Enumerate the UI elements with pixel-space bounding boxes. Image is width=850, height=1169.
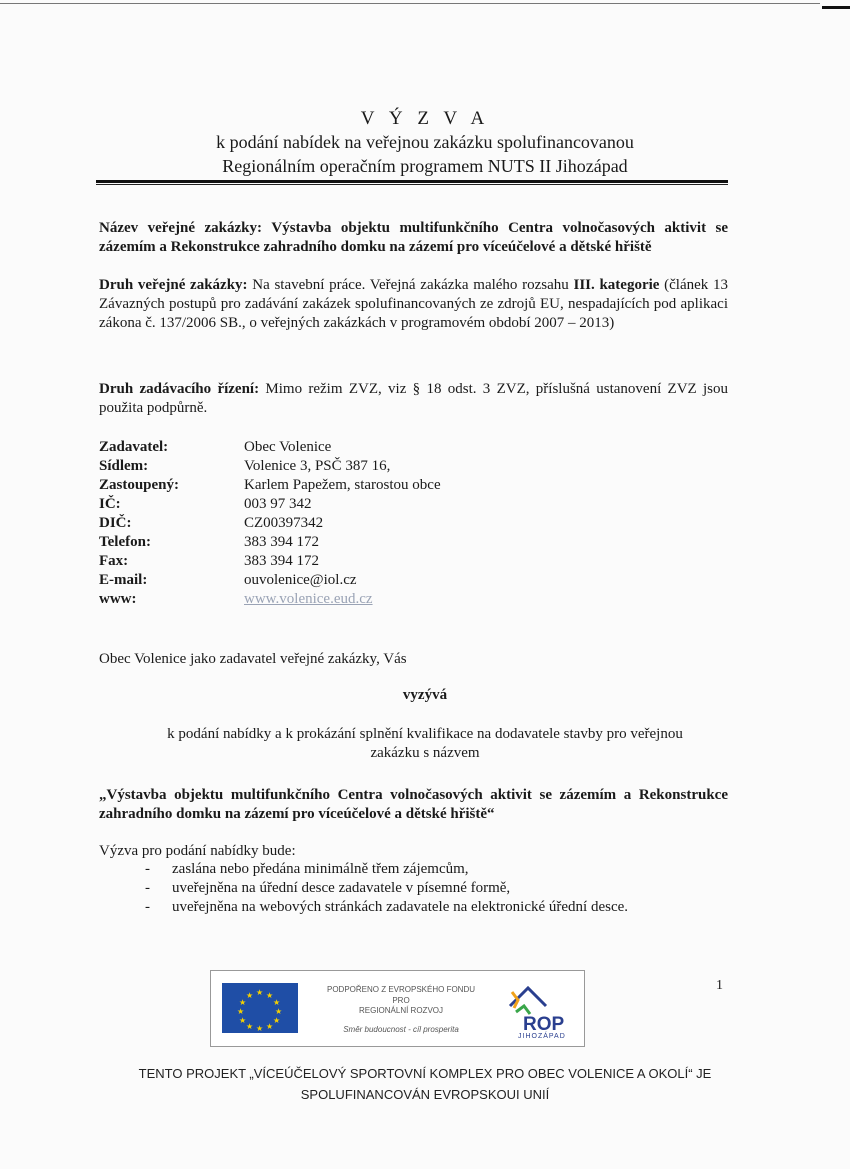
contract-name-paragraph — [99, 219, 728, 257]
fax-label: Fax: — [99, 553, 129, 569]
title-rule-thick — [96, 180, 728, 183]
represented-label: Zastoupený: — [99, 477, 180, 493]
list-intro: Výzva pro podání nabídky bude: — [99, 843, 296, 859]
authority-label: Zadavatel: — [99, 439, 169, 455]
rop-region: JIHOZÁPAD — [518, 1033, 566, 1040]
procedure-label: Druh zadávacího řízení: — [99, 381, 260, 397]
document-title: V Ý Z V A — [360, 108, 490, 129]
quoted-contract-name: „Výstavba objektu multifunkčního Centra volnočasových aktivit se zázemím a Rekonstrukce zahradního domku na zázemí pro víceúčelové a dětské hřiště“ — [99, 787, 728, 822]
www-label: www: — [99, 591, 137, 607]
contract-name-value: Výstavba objektu multifunkčního Centra volnočasových aktivit se zázemím a Rekonstrukce zahradního domku na zázemí pro víceúčelové a dětské hřiště — [99, 220, 728, 255]
contract-name-label: Název veřejné zakázky: — [99, 220, 262, 236]
fund-slogan: Směr budoucnost - cíl prosperita — [343, 1025, 459, 1034]
dic-label: DIČ: — [99, 515, 132, 531]
eu-flag-icon: ★ ★ ★ ★ ★ ★ ★ ★ ★ ★ ★ ★ — [222, 983, 298, 1033]
intro-text: Obec Volenice jako zadavatel veřejné zakázky, Vás — [99, 651, 407, 667]
document-subtitle-1: k podání nabídek na veřejnou zakázku spolufinancovanou — [216, 132, 634, 152]
procedure-value: Mimo režim ZVZ, viz § 18 odst. 3 ZVZ, příslušná ustanovení ZVZ jsou použita podpůrně. — [99, 381, 729, 416]
procedure-paragraph — [99, 380, 728, 418]
fund-text-line-1: PODPOŘENO Z EVROPSKÉHO FONDU — [326, 985, 476, 994]
contract-type-value: Na stavební práce. Veřejná zakázka malého rozsahu — [252, 277, 569, 293]
contract-type-label: Druh veřejné zakázky: — [99, 277, 248, 293]
seat-label: Sídlem: — [99, 458, 149, 474]
seat-value: Volenice 3, PSČ 387 16, — [244, 458, 391, 474]
ic-value: 003 97 342 — [244, 496, 312, 512]
list-item: - zaslána nebo předána minimálně třem zájemcům, — [145, 861, 469, 877]
calls-text: vyzývá — [402, 687, 448, 703]
list-item: - uveřejněna na úřední desce zadavatele v písemné formě, — [145, 880, 511, 896]
footer-line-2: SPOLUFINANCOVÁN EVROPSKOUI UNIÍ — [300, 1087, 550, 1102]
fax-value: 383 394 172 — [244, 553, 319, 569]
authority-value: Obec Volenice — [244, 439, 332, 455]
invite-line-2: zakázku s názvem — [370, 745, 480, 761]
contract-type-paragraph — [99, 276, 728, 333]
represented-value: Karlem Papežem, starostou obce — [244, 477, 441, 493]
list-item: - uveřejněna na webových stránkách zadavatele na elektronické úřední desce. — [145, 899, 629, 915]
page-number: 1 — [716, 978, 723, 993]
document-subtitle-2: Regionálním operačním programem NUTS II Jihozápad — [222, 156, 628, 176]
www-link[interactable]: www.volenice.eud.cz — [244, 591, 373, 607]
phone-label: Telefon: — [99, 534, 151, 550]
email-value[interactable]: ouvolenice@iol.cz — [244, 572, 357, 588]
contract-type-category: III. kategorie — [573, 277, 660, 293]
invite-line-1: k podání nabídky a k prokázání splnění kvalifikace na dodavatele stavby pro veřejnou — [167, 726, 683, 742]
fund-text-line-3: REGIONÁLNÍ ROZVOJ — [358, 1006, 443, 1015]
rop-name: ROP — [523, 1014, 565, 1035]
dic-value: CZ00397342 — [244, 515, 324, 531]
phone-value: 383 394 172 — [244, 534, 319, 550]
scan-top-line — [0, 3, 820, 4]
contract-type-detail: (článek 13 Závazných postupů pro zadávání zakázek spolufinancovaných ze zdrojů EU, nespadajících pod aplikaci zákona č. 137/2006 SB., o veřejných zakázkách v programovém období 2007 – 2013) — [99, 277, 728, 331]
email-label: E-mail: — [99, 572, 148, 588]
footer-line-1: TENTO PROJEKT „VÍCEÚČELOVÝ SPORTOVNÍ KOMPLEX PRO OBEC VOLENICE A OKOLÍ“ JE — [138, 1066, 712, 1081]
title-rule-thin — [96, 184, 728, 185]
fund-text-line-2: PRO — [392, 996, 410, 1005]
ic-label: IČ: — [99, 496, 121, 512]
scan-corner-mark — [822, 6, 850, 9]
